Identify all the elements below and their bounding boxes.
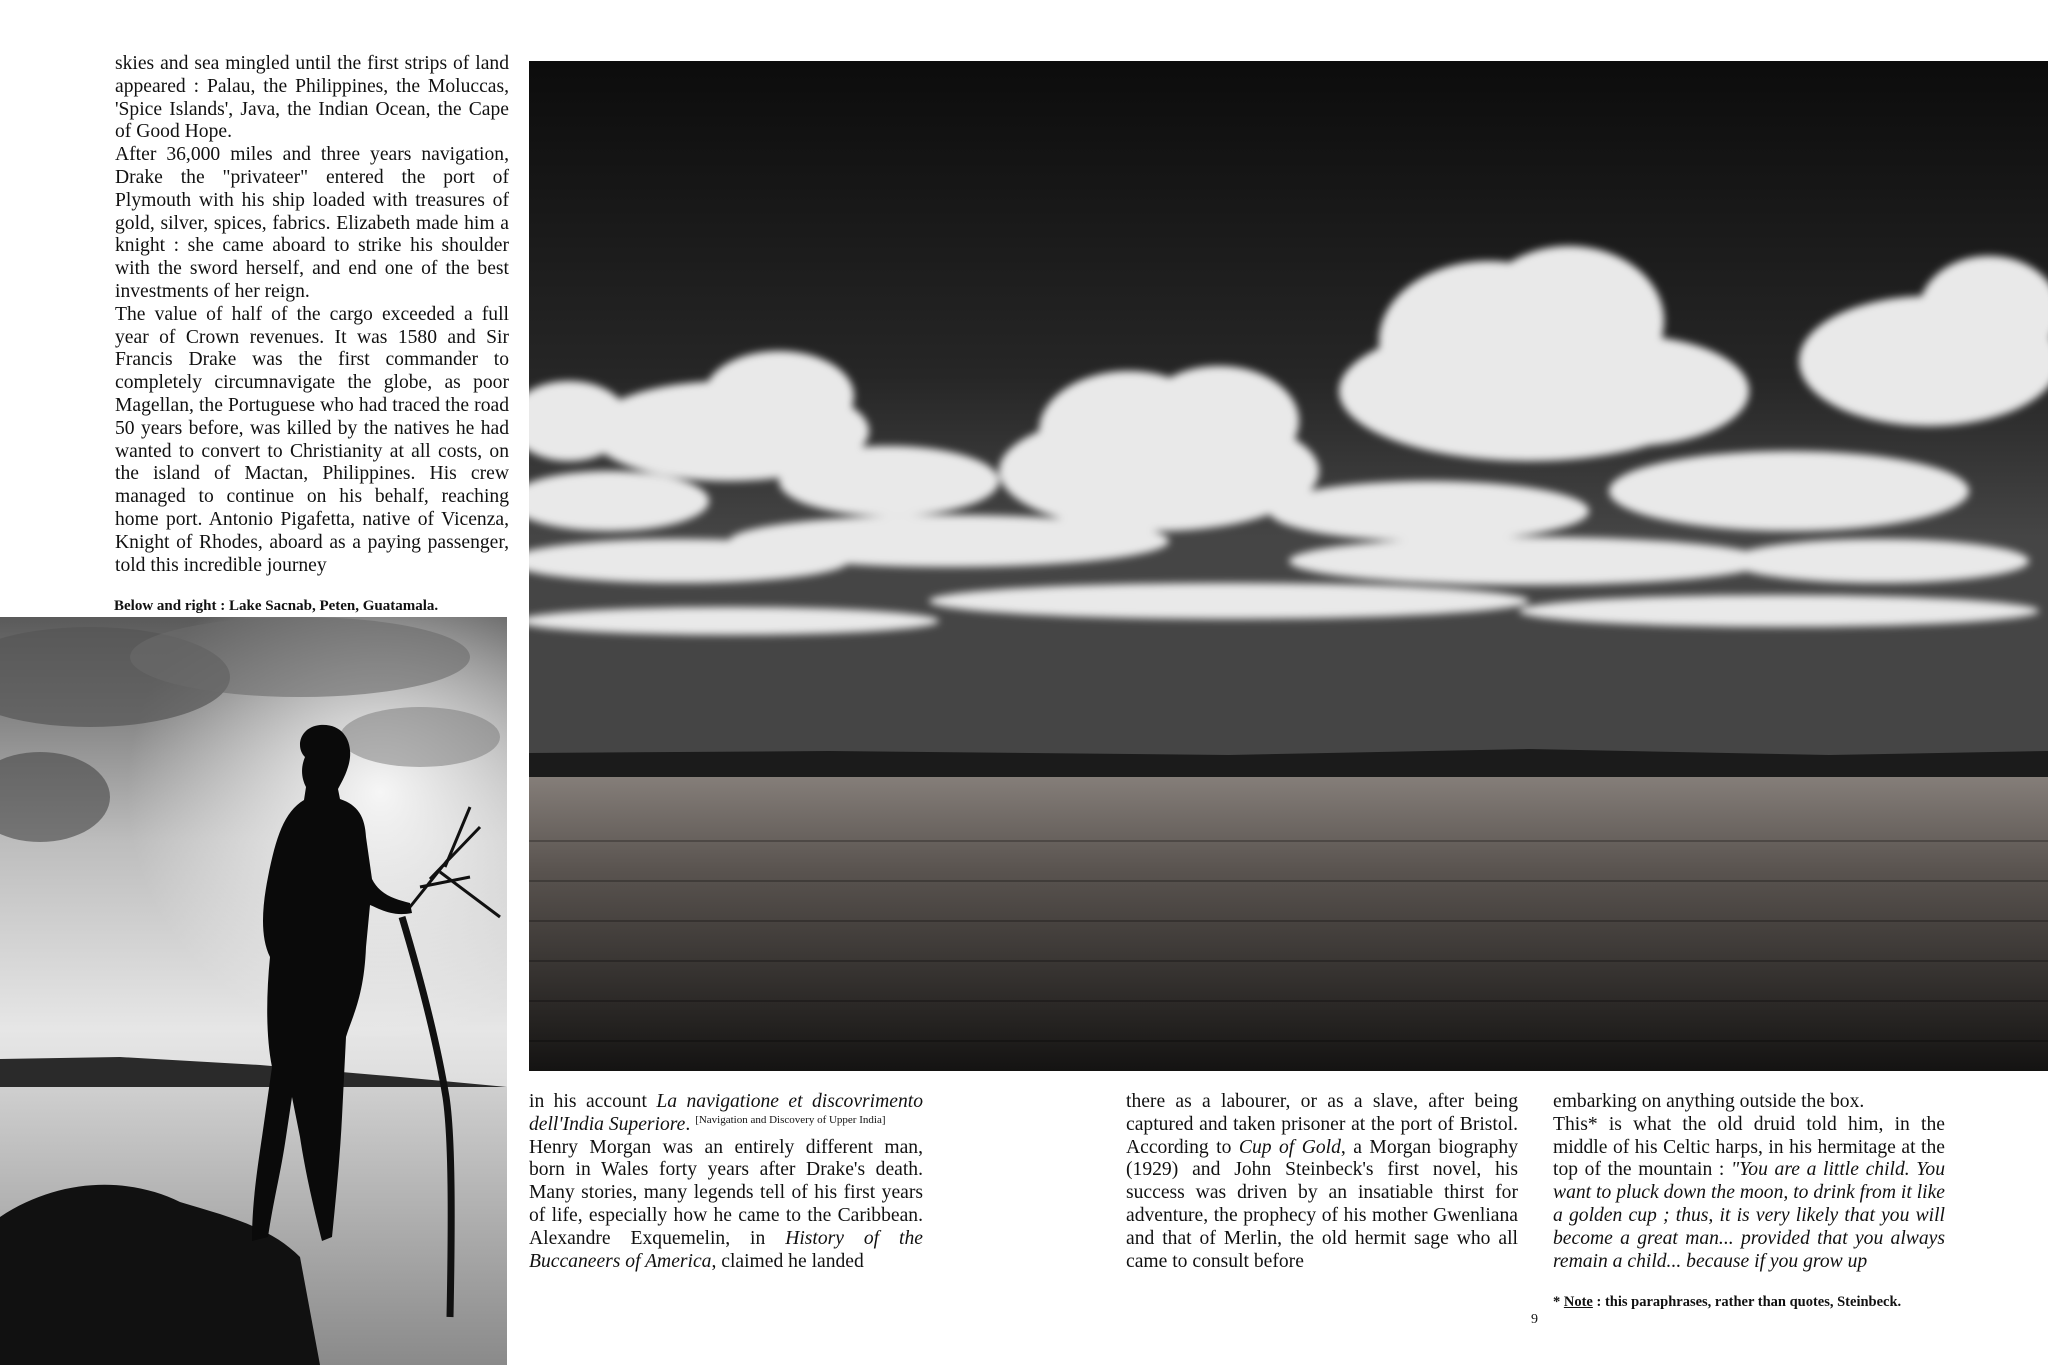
footnote-text: : this paraphrases, rather than quotes, Steinbeck. bbox=[1592, 1294, 1902, 1310]
left-paragraph-1: skies and sea mingled until the first strips of land appeared : Palau, the Philippines, the Moluccas, 'Spice Islands', Java, the Indian Ocean, the Cape of Good Hope. bbox=[115, 53, 509, 143]
photo-silhouette-man bbox=[0, 617, 507, 1365]
bottom-column-3 bbox=[1553, 1091, 1945, 1273]
footnote-label: Note bbox=[1563, 1294, 1593, 1310]
col1-text-c: Henry Morgan was an entirely different man, born in Wales forty years after Drake's death. Many stories, many legends tell of his first years of life, especially how he came to the Caribbean. Alexandre Exquemelin, in bbox=[529, 1136, 923, 1249]
col1-title-navigatione: La navigatione et discovrimento dell'India Superiore bbox=[529, 1091, 923, 1135]
footnote-star: * bbox=[1553, 1294, 1564, 1310]
col2-text-b: , a Morgan biography (1929) and John Steinbeck's first novel, his success was driven by an insatiable thirst for adventure, the prophecy of his mother Gwenliana and that of Merlin, the old hermit sage who all came to consult before bbox=[1126, 1136, 1518, 1272]
footnote bbox=[1553, 1293, 1993, 1311]
bottom-column-1 bbox=[529, 1091, 923, 1273]
col1-text-d: , claimed he landed bbox=[711, 1250, 864, 1272]
col1-bracket-note: [Navigation and Discovery of Upper India] bbox=[695, 1113, 886, 1126]
photo-caption: Below and right : Lake Sacnab, Peten, Guatamala. bbox=[114, 598, 439, 614]
column-1-paragraph-2 bbox=[529, 1137, 923, 1274]
col2-text-a: there as a labourer, or as a slave, after being captured and taken prisoner at the port of Bristol. According to bbox=[1126, 1091, 1518, 1158]
col2-title-cup-of-gold: Cup of Gold bbox=[1238, 1136, 1341, 1158]
left-paragraph-2: After 36,000 miles and three years navigation, Drake the "privateer" entered the port of Plymouth with his ship loaded with treasures of gold, silver, spices, fabrics. Elizabeth made him a knight : she came aboard to strike his shoulder with the sword herself, and end one of the best investments of her reign. bbox=[115, 144, 509, 302]
page-number: 9 bbox=[1531, 1312, 1538, 1327]
col1-text-b: . bbox=[685, 1113, 696, 1135]
column-1-paragraph-1 bbox=[529, 1091, 923, 1137]
column-2-paragraph bbox=[1126, 1091, 1518, 1273]
photo-lake-sacnab bbox=[529, 61, 2048, 1071]
left-paragraph-3: The value of half of the cargo exceeded a full year of Crown revenues. It was 1580 and Sir Francis Drake was the first commander to completely circumnavigate the globe, as poor Magellan, the Portuguese who had traced the road 50 years before, was killed by the natives he had wanted to convert to Christianity at all costs, on the island of Mactan, Philippines. His crew managed to continue on his behalf, reaching home port. Antonio Pigafetta, native of Vicenza, Knight of Rhodes, aboard as a paying passenger, told this incredible journey bbox=[115, 303, 509, 576]
bottom-column-2 bbox=[1126, 1091, 1518, 1273]
col3-text: This* is what the old druid told him, in the middle of his Celtic harps, in his hermitage at the top of the mountain : bbox=[1553, 1113, 1945, 1181]
left-column-text bbox=[115, 53, 509, 577]
col1-title-history: History of the Buccaneers of America bbox=[529, 1227, 923, 1272]
column-3-paragraph-2 bbox=[1553, 1114, 1945, 1274]
column-3-paragraph-1: embarking on anything outside the box. bbox=[1553, 1091, 1865, 1112]
col1-text-a: in his account bbox=[529, 1091, 657, 1112]
col3-druid-quote: "You are a little child. You want to pluck down the moon, to drink from it like a golden cup ; thus, it is very likely that you will become a great man... provided that you always remain a child... because if you grow up bbox=[1553, 1159, 1945, 1272]
